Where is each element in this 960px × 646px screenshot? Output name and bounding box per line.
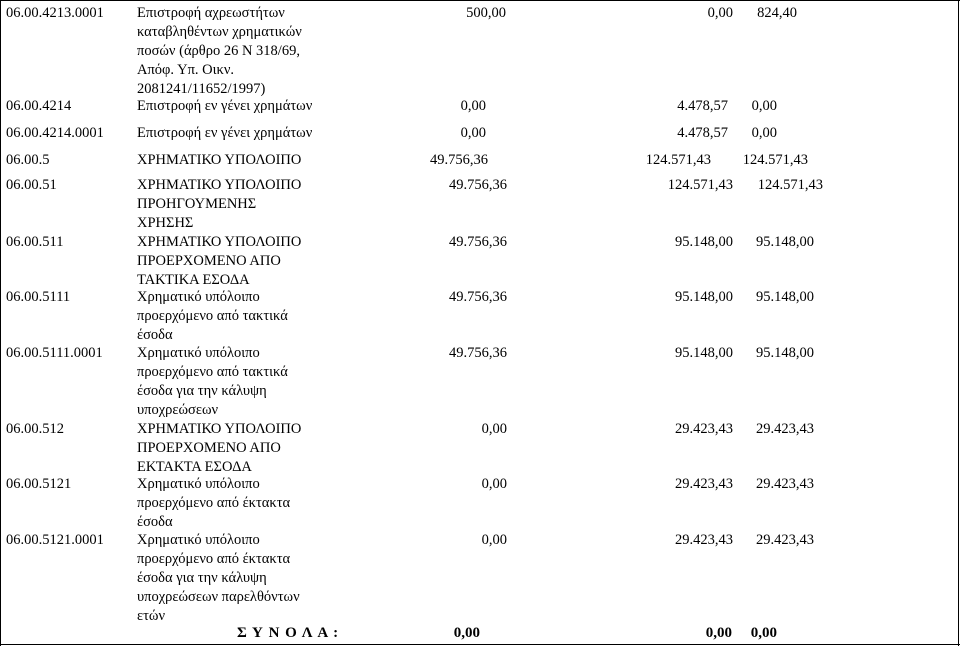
value-collected: 95.148,00 <box>675 289 733 305</box>
value-collected: 4.478,57 <box>677 125 728 141</box>
value-balance: 29.423,43 <box>756 476 814 492</box>
value-balance: 95.148,00 <box>756 234 814 250</box>
account-description: Χρηματικό υπόλοιπο προερχόμενο από τακτικά έσοδα <box>137 289 288 343</box>
value-collected: 29.423,43 <box>675 532 733 548</box>
account-code: 06.00.4214.0001 <box>6 125 104 141</box>
value-collected: 95.148,00 <box>675 234 733 250</box>
value-collected: 124.571,43 <box>645 152 711 168</box>
total-collected: 0,00 <box>705 625 732 641</box>
total-budgeted: 0,00 <box>453 625 480 641</box>
account-code: 06.00.4214 <box>6 98 72 114</box>
value-budgeted: 0,00 <box>460 125 486 141</box>
value-budgeted: 500,00 <box>466 5 506 21</box>
value-budgeted: 0,00 <box>481 532 507 548</box>
account-description: Επιστροφή εν γένει χρημάτων <box>137 125 313 141</box>
account-description: ΧΡΗΜΑΤΙΚΟ ΥΠΟΛΟΙΠΟ <box>137 152 302 168</box>
value-balance: 29.423,43 <box>756 532 814 548</box>
account-description: Χρηματικό υπόλοιπο προερχόμενο από τακτικά έσοδα για την κάλυψη υποχρεώσεων <box>137 345 288 418</box>
account-description: Επιστροφή εν γένει χρημάτων <box>137 98 313 114</box>
value-collected: 29.423,43 <box>675 476 733 492</box>
account-description: Επιστροφή αχρεωστήτων καταβληθέντων χρηματικών ποσών (άρθρο 26 Ν 318/69, Απόφ. Υπ. Οικν. 2081241/11652/1997) <box>137 5 302 97</box>
account-code: 06.00.51 <box>6 177 57 193</box>
total-balance: 0,00 <box>750 625 777 641</box>
value-balance: 95.148,00 <box>756 345 814 361</box>
value-budgeted: 0,00 <box>481 476 507 492</box>
table-left-border <box>0 0 1 646</box>
value-budgeted: 0,00 <box>460 98 486 114</box>
value-balance: 124.571,43 <box>742 152 808 168</box>
table-bottom-border <box>0 644 960 645</box>
account-description: ΧΡΗΜΑΤΙΚΟ ΥΠΟΛΟΙΠΟ ΠΡΟΕΡΧΟΜΕΝΟ ΑΠΟ ΤΑΚΤΙΚΑ ΕΣΟΔΑ <box>137 234 302 288</box>
value-collected: 124.571,43 <box>667 177 733 193</box>
account-description: ΧΡΗΜΑΤΙΚΟ ΥΠΟΛΟΙΠΟ ΠΡΟΗΓΟΥΜΕΝΗΣ ΧΡΗΣΗΣ <box>137 177 302 231</box>
table-right-border <box>958 0 959 646</box>
value-balance: 124.571,43 <box>757 177 823 193</box>
value-collected: 0,00 <box>707 5 733 21</box>
value-balance: 824,40 <box>757 5 797 21</box>
account-description: Χρηματικό υπόλοιπο προερχόμενο από έκτακτα έσοδα για την κάλυψη υποχρεώσεων παρελθόντων ετών <box>137 532 300 624</box>
value-budgeted: 49.756,36 <box>449 289 507 305</box>
account-code: 06.00.5111 <box>6 289 71 305</box>
account-description: ΧΡΗΜΑΤΙΚΟ ΥΠΟΛΟΙΠΟ ΠΡΟΕΡΧΟΜΕΝΟ ΑΠΟ ΕΚΤΑΚΤΑ ΕΣΟΔΑ <box>137 421 302 475</box>
account-code: 06.00.5121.0001 <box>6 532 104 548</box>
value-balance: 95.148,00 <box>756 289 814 305</box>
value-collected: 29.423,43 <box>675 421 733 437</box>
account-code: 06.00.5121 <box>6 476 72 492</box>
table-top-border <box>0 0 960 1</box>
value-budgeted: 49.756,36 <box>430 152 488 168</box>
value-budgeted: 49.756,36 <box>449 234 507 250</box>
account-description: Χρηματικό υπόλοιπο προερχόμενο από έκτακτα έσοδα <box>137 476 291 530</box>
totals-label: Σ Υ Ν Ο Λ Α : <box>237 625 340 641</box>
value-budgeted: 0,00 <box>481 421 507 437</box>
account-code: 06.00.5111.0001 <box>6 345 103 361</box>
account-code: 06.00.4213.0001 <box>6 5 104 21</box>
account-code: 06.00.511 <box>6 234 64 250</box>
account-code: 06.00.512 <box>6 421 64 437</box>
value-budgeted: 49.756,36 <box>449 177 507 193</box>
value-balance: 0,00 <box>751 125 777 141</box>
value-budgeted: 49.756,36 <box>449 345 507 361</box>
value-collected: 95.148,00 <box>675 345 733 361</box>
account-code: 06.00.5 <box>6 152 50 168</box>
value-collected: 4.478,57 <box>677 98 728 114</box>
value-balance: 0,00 <box>751 98 777 114</box>
value-balance: 29.423,43 <box>756 421 814 437</box>
